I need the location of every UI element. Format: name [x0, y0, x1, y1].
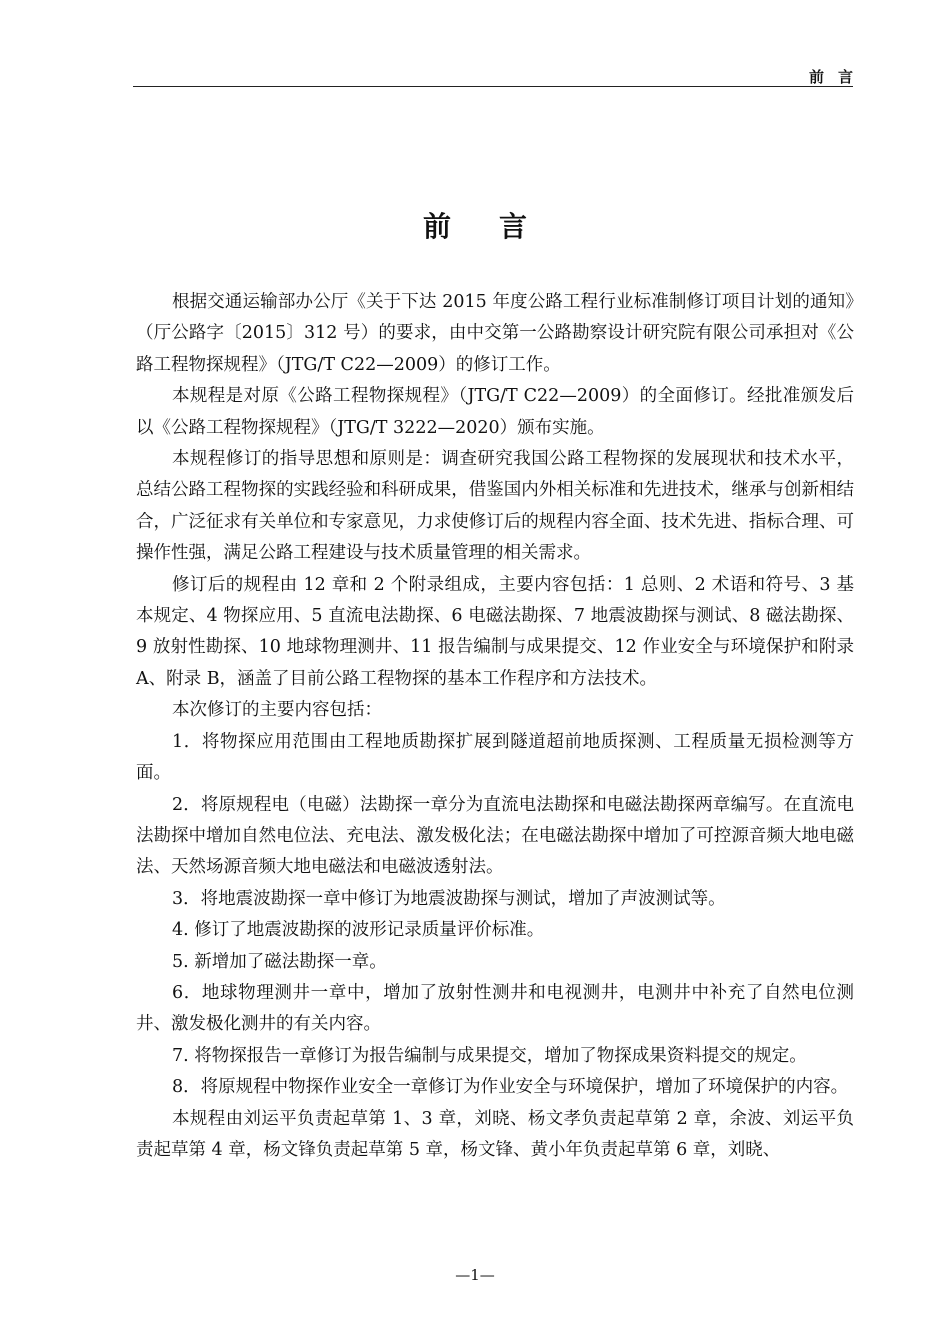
- list-item: 6．地球物理测井一章中，增加了放射性测井和电视测井，电测井中补充了自然电位测井、激发极化测井的有关内容。: [136, 982, 854, 1035]
- paragraph: 本规程是对原《公路工程物探规程》（JTG/T C22—2009）的全面修订。经批准颁发后以《公路工程物探规程》（JTG/T 3222—2020）颁布实施。: [136, 386, 854, 438]
- paragraph: 本规程由刘运平负责起草第 1、3 章，刘晓、杨文孝负责起草第 2 章，余波、刘运平负责起草第 4 章，杨文锋负责起草第 5 章，杨文锋、黄小年负责起草第 6 章，刘晓、: [136, 1108, 854, 1160]
- list-item: 7. 将物探报告一章修订为报告编制与成果提交，增加了物探成果资料提交的规定。: [172, 1045, 807, 1066]
- page-title: 前言: [422, 210, 575, 243]
- page-number: —1—: [455, 1266, 495, 1284]
- paragraph: 本次修订的主要内容包括：: [172, 700, 382, 721]
- list-item: 3．将地震波勘探一章中修订为地震波勘探与测试，增加了声波测试等。: [172, 888, 726, 909]
- paragraph: 根据交通运输部办公厅《关于下达 2015 年度公路工程行业标准制修订项目计划的通知》（厅公路字〔2015〕312 号）的要求，由中交第一公路勘察设计研究院有限公司承担对《公路工程物探规程》（JTG/T C22—2009）的修订工作。: [136, 292, 854, 375]
- list-item: 8．将原规程中物探作业安全一章修订为作业安全与环境保护，增加了环境保护的内容。: [172, 1077, 849, 1098]
- running-header: [133, 64, 867, 87]
- list-item: 5. 新增加了磁法勘探一章。: [172, 951, 387, 972]
- list-item: 1．将物探应用范围由工程地质勘探扩展到隧道超前地质探测、工程质量无损检测等方面。: [136, 731, 854, 784]
- list-item: 4. 修订了地震波勘探的波形记录质量评价标准。: [172, 920, 545, 941]
- paragraph: 本规程修订的指导思想和原则是：调查研究我国公路工程物探的发展现状和技术水平，总结公路工程物探的实践经验和科研成果，借鉴国内外相关标准和先进技术，继承与创新相结合，广泛征求有关单位和专家意见，力求使修订后的规程内容全面、技术先进、指标合理、可操作性强，满足公路工程建设与技术质量管理的相关需求。: [136, 449, 854, 564]
- list-item: 2．将原规程电（电磁）法勘探一章分为直流电法勘探和电磁法勘探两章编写。在直流电法勘探中增加自然电位法、充电法、激发极化法；在电磁法勘探中增加了可控源音频大地电磁法、天然场源音频大地电磁法和电磁波透射法。: [136, 794, 854, 878]
- body-text: [136, 287, 854, 1166]
- running-header-title: 前言: [808, 68, 867, 86]
- paragraph: 修订后的规程由 12 章和 2 个附录组成，主要内容包括：1 总则、2 术语和符号、3 基本规定、4 物探应用、5 直流电法勘探、6 电磁法勘探、7 地震波勘探与测试、8 磁法勘探、9 放射性勘探、10 地球物理测井、11 报告编制与成果提交、12 作业安全与环境保护和附录 A、附录 B，涵盖了目前公路工程物探的基本工作程序和方法技术。: [136, 574, 854, 689]
